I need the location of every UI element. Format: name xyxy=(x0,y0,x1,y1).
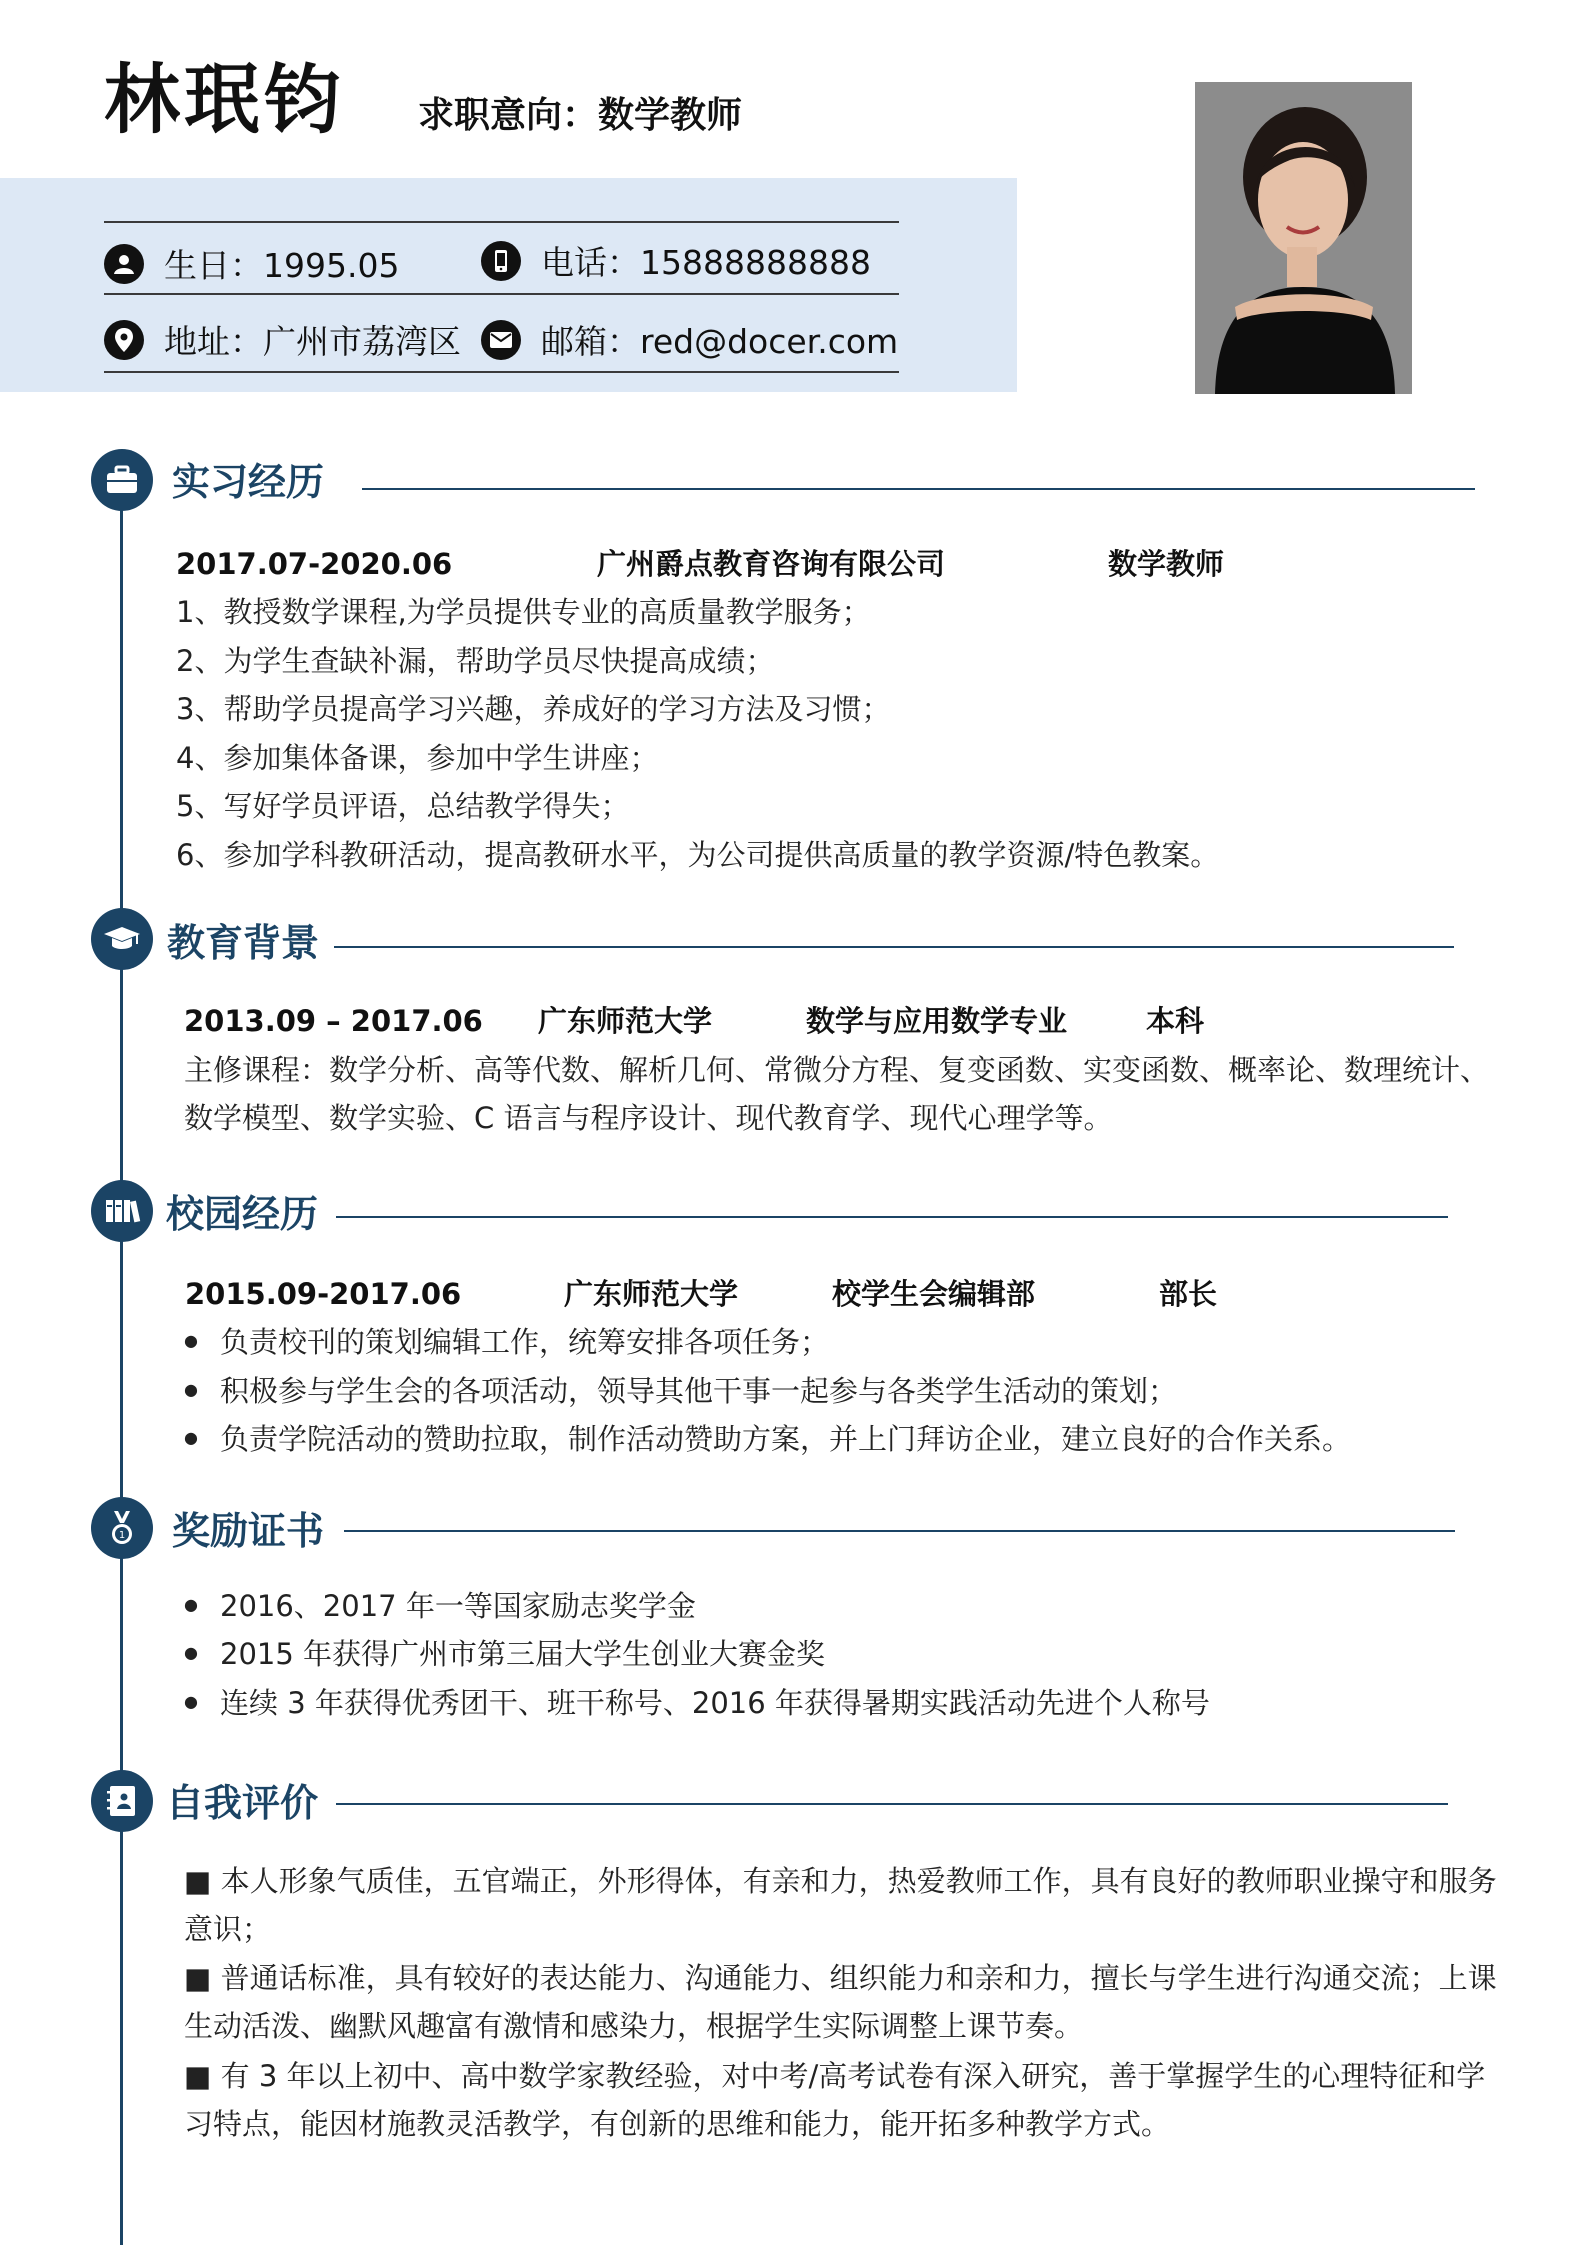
section-title-internship: 实习经历 xyxy=(172,460,325,504)
job-intent: 求职意向：数学教师 xyxy=(418,95,743,136)
contact-email xyxy=(481,316,898,363)
birthday-text: 生日：1995.05 xyxy=(164,246,400,285)
phone-text: 电话：15888888888 xyxy=(541,243,871,282)
contact-birthday xyxy=(104,240,399,287)
section-icon-internship xyxy=(91,449,153,511)
award-item: ● 连续 3 年获得优秀团干、班干称号、2016 年获得暑期实践活动先进个人称号 xyxy=(184,1686,1210,1721)
address-text: 地址：广州市荔湾区 xyxy=(164,322,461,361)
medal-icon xyxy=(107,1509,137,1547)
internship-period: 2017.07-2020.06 xyxy=(176,547,453,581)
user-icon xyxy=(104,244,144,284)
internship-item: 6、参加学科教研活动，提高教研水平，为公司提供高质量的教学资源/特色教案。 xyxy=(176,838,1220,872)
section-divider xyxy=(344,1530,1455,1532)
internship-item: 4、参加集体备课，参加中学生讲座； xyxy=(176,741,659,775)
section-title-self-eval: 自我评价 xyxy=(166,1781,319,1825)
education-courses: 主修课程：数学分析、高等代数、解析几何、常微分方程、复变函数、实变函数、概率论、数理统计、 xyxy=(184,1053,1490,1087)
campus-item: ● 负责校刊的策划编辑工作，统筹安排各项任务； xyxy=(184,1325,829,1360)
briefcase-icon xyxy=(104,464,140,496)
section-divider xyxy=(362,488,1475,490)
section-icon-self-eval xyxy=(91,1770,153,1832)
internship-company: 广州爵点教育咨询有限公司 xyxy=(597,547,946,581)
section-icon-awards xyxy=(91,1497,153,1559)
candidate-name: 林珉钧 xyxy=(104,55,344,144)
timeline-line xyxy=(118,470,126,2245)
education-period: 2013.09 – 2017.06 xyxy=(184,1004,483,1038)
education-courses: 数学模型、数学实验、C 语言与程序设计、现代教育学、现代心理学等。 xyxy=(184,1101,1113,1135)
email-text: 邮箱：red@docer.com xyxy=(541,322,899,361)
campus-item: ● 积极参与学生会的各项活动，领导其他干事一起参与各类学生活动的策划； xyxy=(184,1374,1177,1409)
campus-item: ● 负责学院活动的赞助拉取，制作活动赞助方案，并上门拜访企业，建立良好的合作关系。 xyxy=(184,1422,1351,1457)
contact-address xyxy=(104,316,461,363)
graduation-cap-icon xyxy=(102,923,142,955)
education-degree: 本科 xyxy=(1146,1004,1205,1038)
self-eval-item: ■ 有 3 年以上初中、高中数学家教经验，对中考/高考试卷有深入研究，善于掌握学生的心理特征和学习特点，能因材施教灵活教学，有创新的思维和能力，能开拓多种教学方式。 xyxy=(184,2059,1486,2141)
section-divider xyxy=(334,946,1454,948)
contact-divider xyxy=(104,221,899,223)
section-icon-campus xyxy=(91,1180,153,1242)
books-icon xyxy=(102,1195,142,1227)
contact-divider xyxy=(104,293,899,295)
campus-org: 校学生会编辑部 xyxy=(832,1277,1036,1311)
location-icon xyxy=(104,320,144,360)
education-school: 广东师范大学 xyxy=(538,1004,713,1038)
email-icon xyxy=(481,320,521,360)
education-major: 数学与应用数学专业 xyxy=(806,1004,1068,1038)
campus-period: 2015.09-2017.06 xyxy=(185,1277,462,1311)
section-title-awards: 奖励证书 xyxy=(172,1509,325,1553)
internship-item: 1、教授数学课程,为学员提供专业的高质量教学服务； xyxy=(176,595,871,629)
phone-icon xyxy=(481,241,521,281)
internship-role: 数学教师 xyxy=(1108,547,1225,581)
self-eval-item: ■ 普通话标准，具有较好的表达能力、沟通能力、组织能力和亲和力，擅长与学生进行沟通交流；上课生动活泼、幽默风趣富有激情和感染力，根据学生实际调整上课节奏。 xyxy=(184,1961,1497,2043)
contact-divider xyxy=(104,371,899,373)
section-icon-education xyxy=(91,908,153,970)
profile-photo xyxy=(1195,82,1412,394)
section-title-education: 教育背景 xyxy=(167,921,320,965)
section-divider xyxy=(336,1803,1448,1805)
internship-item: 5、写好学员评语，总结教学得失； xyxy=(176,789,630,823)
award-item: ● 2015 年获得广州市第三届大学生创业大赛金奖 xyxy=(184,1637,825,1672)
internship-item: 2、为学生查缺补漏，帮助学员尽快提高成绩； xyxy=(176,644,775,678)
contact-phone xyxy=(481,237,871,284)
campus-position: 部长 xyxy=(1159,1277,1218,1311)
award-item: ● 2016、2017 年一等国家励志奖学金 xyxy=(184,1589,696,1624)
campus-school: 广东师范大学 xyxy=(564,1277,739,1311)
section-divider xyxy=(336,1216,1448,1218)
notebook-icon xyxy=(105,1783,139,1819)
internship-item: 3、帮助学员提高学习兴趣，养成好的学习方法及习惯； xyxy=(176,692,891,726)
section-title-campus: 校园经历 xyxy=(166,1192,319,1236)
svg-text:1: 1 xyxy=(118,1530,126,1541)
self-eval-item: ■ 本人形象气质佳，五官端正，外形得体，有亲和力，热爱教师工作，具有良好的教师职业操守和服务意识； xyxy=(184,1864,1497,1946)
